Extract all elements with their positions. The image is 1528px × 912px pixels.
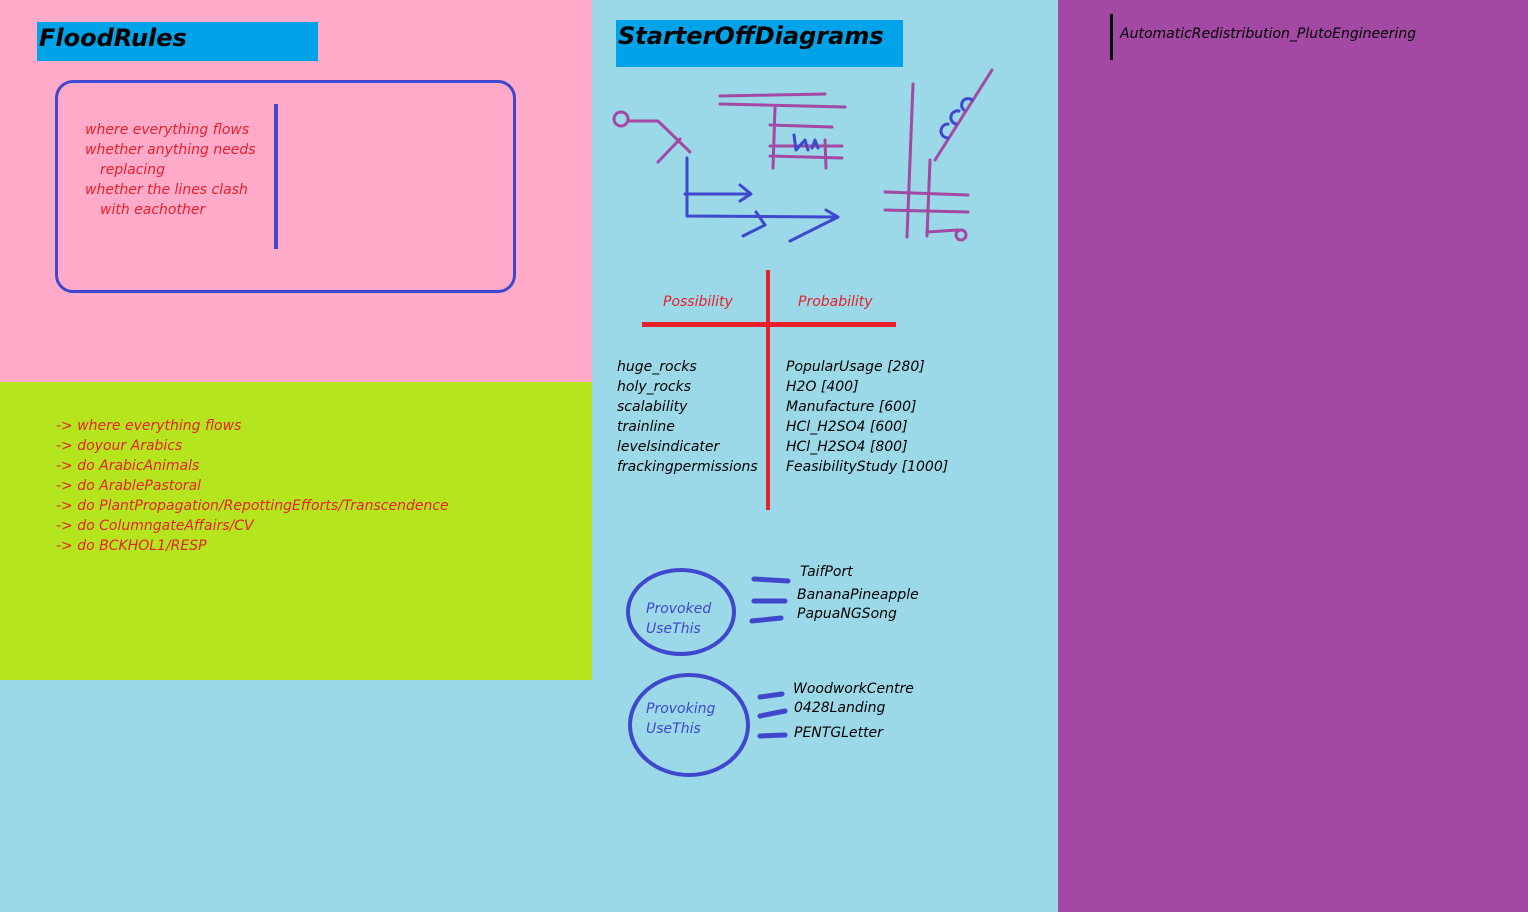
provoked-label-1: Provoked	[646, 601, 712, 617]
flood-rules-title: FloodRules	[37, 22, 318, 61]
provoked-item: TaifPort	[800, 564, 853, 580]
list-item: -> do ArabicAnimals	[56, 458, 200, 474]
provoking-item: WoodworkCentre	[793, 681, 914, 697]
provoked-label-2: UseThis	[646, 621, 701, 637]
provoking-item: PENTGLetter	[794, 725, 883, 741]
list-item: H2O [400]	[786, 379, 859, 395]
note-line: where everything flows	[85, 122, 250, 138]
note-line: whether the lines clash	[85, 182, 248, 198]
possibility-header: Possibility	[663, 294, 733, 310]
provoked-item: BananaPineapple	[797, 587, 919, 603]
list-item: huge_rocks	[617, 359, 697, 375]
note-line: replacing	[100, 162, 166, 178]
list-item: -> doyour Arabics	[56, 438, 183, 454]
list-item: Manufacture [600]	[786, 399, 917, 415]
probability-list	[786, 357, 948, 477]
provoking-label	[646, 699, 715, 739]
provoking-label-1: Provoking	[646, 701, 716, 717]
list-item: -> where everything flows	[56, 418, 242, 434]
list-item: FeasibilityStudy [1000]	[786, 459, 949, 475]
caption-bar	[1110, 14, 1113, 60]
right-panel-caption: AutomaticRedistribution_PlutoEngineering	[1120, 26, 1417, 42]
starter-diagrams-title: StarterOffDiagrams	[616, 20, 903, 67]
probability-header: Probability	[798, 294, 873, 310]
list-item: trainline	[617, 419, 675, 435]
possibility-list	[617, 357, 758, 477]
list-item: levelsindicater	[617, 439, 720, 455]
note-line: whether anything needs	[85, 142, 256, 158]
list-item: frackingpermissions	[617, 459, 758, 475]
pipe-sketch	[614, 70, 992, 240]
list-item: -> do PlantPropagation/RepottingEfforts/Transcendence	[56, 498, 449, 514]
provoking-item: 0428Landing	[794, 700, 886, 716]
provoked-item: PapuaNGSong	[797, 606, 897, 622]
list-item: scalability	[617, 399, 688, 415]
list-item: PopularUsage [280]	[786, 359, 925, 375]
list-item: -> do BCKHOL1/RESP	[56, 538, 207, 554]
list-item: HCl_H2SO4 [600]	[786, 419, 908, 435]
provoking-label-2: UseThis	[646, 721, 701, 737]
list-item: -> do ColumngateAffairs/CV	[56, 518, 254, 534]
note-line: with eachother	[100, 202, 206, 218]
provoked-label	[646, 599, 711, 639]
list-item: holy_rocks	[617, 379, 692, 395]
list-item: -> do ArablePastoral	[56, 478, 202, 494]
list-item: HCl_H2SO4 [800]	[786, 439, 908, 455]
